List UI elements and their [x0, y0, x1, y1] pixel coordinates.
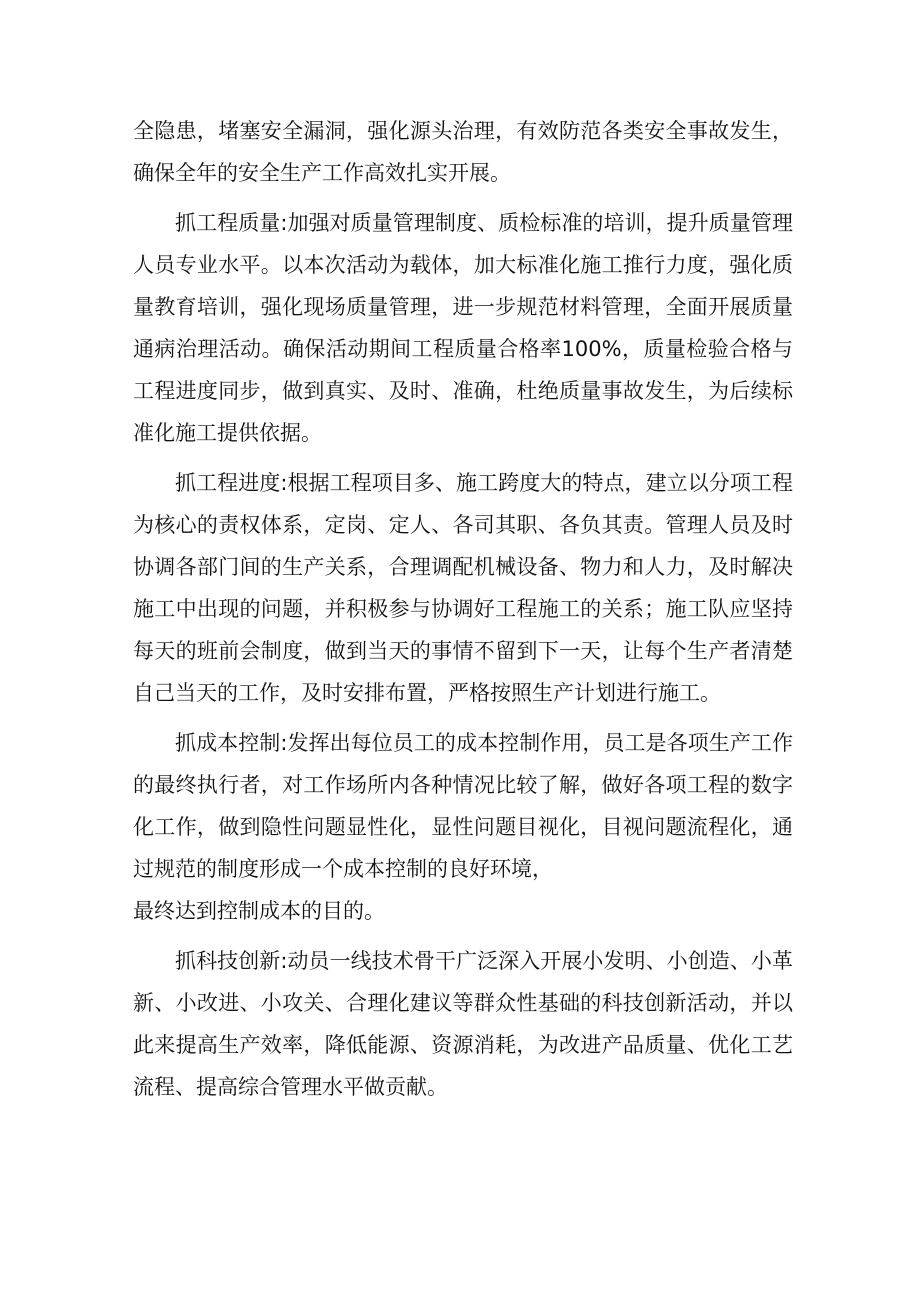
paragraph-text: 全隐患，堵塞安全漏洞，强化源头治理，有效防范各类安全事故发生，确保全年的安全生产工作高效扎实开展。: [133, 119, 793, 185]
paragraph-text: 根据工程项目多、施工跨度大的特点，建立以分项工程为核心的责权体系，定岗、定人、各司其职、各负其责。管理人员及时协调各部门间的生产关系，合理调配机械设备、物力和人力，及时解决施工中出现的问题，并积极参与协调好工程施工的关系；施工队应坚持每天的班前会制度，做到当天的事情不留到下一天，让每个生产者清楚自己当天的工作，及时安排布置，严格按照生产计划进行施工。: [133, 471, 793, 705]
paragraph-text: 动员一线技术骨干广泛深入开展小发明、小创造、小革新、小改进、小攻关、合理化建议等群众性基础的科技创新活动，并以此来提高生产效率，降低能源、资源消耗，为改进产品质量、优化工艺流程、提高综合管理水平做贡献。: [133, 949, 793, 1099]
paragraph-cost-end: [133, 890, 793, 932]
paragraph-lead: 抓成本控制:: [175, 731, 288, 755]
paragraph-quality: [133, 202, 793, 454]
paragraph-progress: [133, 462, 793, 714]
paragraph-safety-continuation: [133, 110, 793, 194]
paragraph-cost: [133, 722, 793, 890]
document-body: [133, 110, 793, 1116]
paragraph-text: 发挥出每位员工的成本控制作用，员工是各项生产工作的最终执行者，对工作场所内各种情况比较了解，做好各项工程的数字化工作，做到隐性问题显性化，显性问题目视化，目视问题流程化，通过规范的制度形成一个成本控制的良好环境，: [133, 731, 793, 881]
paragraph-text: 加强对质量管理制度、质检标准的培训，提升质量管理人员专业水平。以本次活动为载体，加大标准化施工推行力度，强化质量教育培训，强化现场质量管理，进一步规范材料管理，全面开展质量通病治理活动。确保活动期间工程质量合格率100%，质量检验合格与工程进度同步，做到真实、及时、准确，杜绝质量事故发生，为后续标准化施工提供依据。: [133, 211, 793, 445]
paragraph-innovation: [133, 940, 793, 1108]
paragraph-lead: 抓工程进度:: [175, 471, 288, 495]
paragraph-text: 最终达到控制成本的目的。: [133, 899, 385, 923]
paragraph-lead: 抓工程质量:: [175, 211, 288, 235]
paragraph-lead: 抓科技创新:: [175, 949, 288, 973]
